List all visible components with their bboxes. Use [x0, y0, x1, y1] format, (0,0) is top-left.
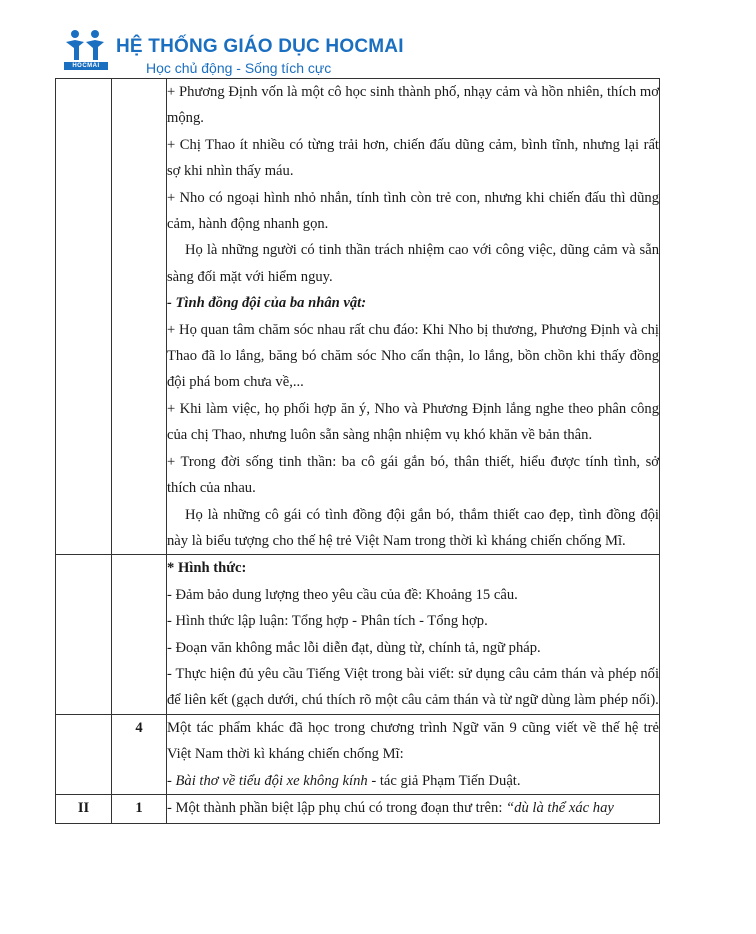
- work-author: - tác giả Phạm Tiến Duật.: [367, 772, 521, 789]
- paragraph: [167, 795, 659, 821]
- section-cell: [56, 714, 112, 794]
- paragraph: Một tác phẩm khác đã học trong chương trình Ngữ văn 9 cũng viết về thế hệ trẻ Việt Nam thời kì kháng chiến chống Mĩ:: [167, 719, 659, 763]
- paragraph: + Chị Thao ít nhiều có từng trải hơn, chiến đấu dũng cảm, bình tĩnh, nhưng lại rất sợ khi nhìn thấy máu.: [167, 136, 659, 180]
- work-title: - Bài thơ về tiểu đội xe không kính: [167, 772, 368, 789]
- content-cell: [167, 555, 660, 714]
- paragraph: - Thực hiện đủ yêu cầu Tiếng Việt trong bài viết: sử dụng câu cảm thán và phép nối để liên kết (gạch dưới, chú thích rõ một câu cảm thán và từ ngữ dùng làm phép nối).: [167, 665, 659, 709]
- table-row: [56, 555, 660, 714]
- section-cell: [56, 79, 112, 555]
- answer-quote: “dù là thể xác hay: [506, 799, 614, 816]
- subheading: - Tình đồng đội của ba nhân vật:: [167, 295, 367, 312]
- paragraph: Họ là những cô gái có tình đồng đội gắn bó, thắm thiết cao đẹp, tình đồng đội này là biểu tượng cho thế hệ trẻ Việt Nam trong thời kì kháng chiến chống Mĩ.: [167, 506, 659, 549]
- section-cell: [56, 555, 112, 714]
- paragraph: - Đảm bảo dung lượng theo yêu cầu của đề: Khoảng 15 câu.: [167, 586, 518, 603]
- paragraph: [167, 768, 659, 794]
- header: [64, 28, 464, 78]
- paragraph: + Trong đời sống tinh thần: ba cô gái gắn bó, thân thiết, hiểu được tính tình, sở thích của nhau.: [167, 453, 659, 497]
- section-number: II: [56, 794, 112, 823]
- subheading: * Hình thức:: [167, 560, 247, 577]
- brand-title: HỆ THỐNG GIÁO DỤC HOCMAI: [116, 36, 404, 57]
- paragraph: Họ là những người có tinh thần trách nhiệm cao với công việc, dũng cảm và sẵn sàng đối mặt với hiểm nguy.: [167, 242, 659, 285]
- question-cell: [112, 555, 167, 714]
- paragraph: + Nho có ngoại hình nhỏ nhắn, tính tình còn trẻ con, nhưng khi chiến đấu thì dũng cảm, hành động nhanh gọn.: [167, 189, 659, 233]
- question-number: 4: [112, 714, 167, 794]
- paragraph: - Hình thức lập luận: Tổng hợp - Phân tích - Tổng hợp.: [167, 613, 488, 630]
- question-number: 1: [112, 794, 167, 823]
- table-row: [56, 794, 660, 823]
- brand-slogan: Học chủ động - Sống tích cực: [146, 60, 332, 76]
- content-cell: [167, 79, 660, 555]
- paragraph: + Khi làm việc, họ phối hợp ăn ý, Nho và Phương Định lắng nghe theo phân công của chị Thao, nhưng luôn sẵn sàng nhận nhiệm vụ khó khăn về bản thân.: [167, 400, 659, 444]
- paragraph: + Phương Định vốn là một cô học sinh thành phố, nhạy cảm và hồn nhiên, thích mơ mộng.: [167, 84, 659, 127]
- logo-wordmark: HOCMAI: [64, 62, 108, 70]
- table-row: [56, 714, 660, 794]
- paragraph: + Họ quan tâm chăm sóc nhau rất chu đáo: Khi Nho bị thương, Phương Định và chị Thao đã lo lắng, băng bó chăm sóc Nho cẩn thận, lo lắng, bồn chồn khi thấy đồng đội phá bom chưa về,...: [167, 321, 659, 391]
- content-cell: [167, 714, 660, 794]
- paragraph: - Đoạn văn không mắc lỗi diễn đạt, dùng từ, chính tả, ngữ pháp.: [167, 639, 541, 656]
- answer-text: - Một thành phần biệt lập phụ chú có trong đoạn thư trên:: [167, 799, 507, 816]
- table-row: [56, 79, 660, 555]
- content-cell: [167, 794, 660, 823]
- answer-table: [55, 78, 660, 824]
- question-cell: [112, 79, 167, 555]
